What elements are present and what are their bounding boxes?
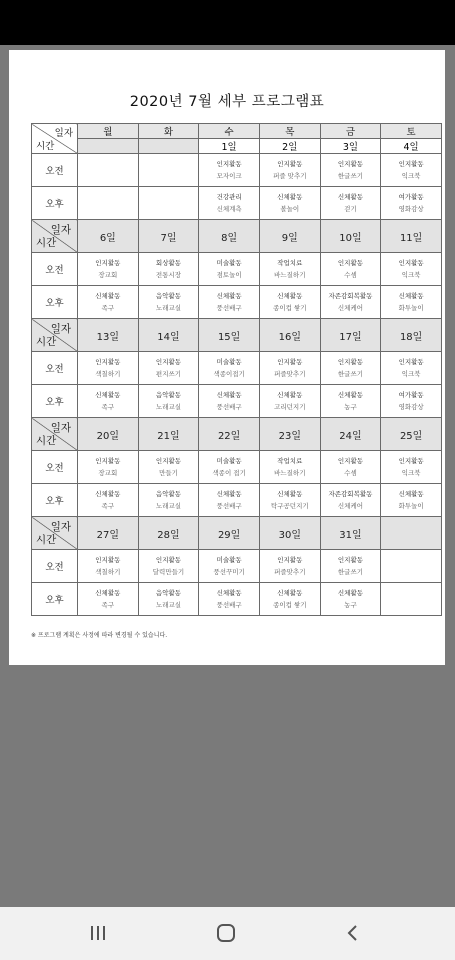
activity-name: 점토놀이 bbox=[216, 271, 242, 279]
activity-cell bbox=[259, 484, 320, 517]
activity-name: 풍선배구 bbox=[216, 304, 242, 312]
activity-name: 익크북 bbox=[401, 271, 421, 279]
activity-name: 족구 bbox=[101, 403, 115, 411]
activity-name: 고리던지기 bbox=[274, 403, 306, 411]
date-cell: 29일 bbox=[199, 517, 260, 550]
day-name-cell: 금 bbox=[320, 124, 381, 139]
activity-cell bbox=[381, 253, 442, 286]
activity-name: 신체케어 bbox=[337, 502, 364, 510]
date-cell: 4일 bbox=[381, 139, 442, 154]
activity-category: 미술활동 bbox=[216, 457, 242, 465]
corner-time-label: 시간 bbox=[36, 141, 55, 152]
morning-row bbox=[32, 253, 442, 286]
activity-cell bbox=[138, 352, 199, 385]
activity-cell bbox=[78, 253, 139, 286]
activity-name: 색종이 접기 bbox=[212, 469, 246, 477]
activity-cell bbox=[138, 385, 199, 418]
activity-cell bbox=[259, 253, 320, 286]
corner-time-label: 시간 bbox=[36, 435, 57, 447]
recents-icon[interactable] bbox=[78, 919, 118, 947]
activity-category: 인지활동 bbox=[337, 358, 364, 366]
activity-category: 회상활동 bbox=[155, 259, 182, 267]
afternoon-label: 오후 bbox=[32, 484, 78, 517]
day-header-row bbox=[32, 124, 442, 139]
activity-cell bbox=[259, 187, 320, 220]
corner-date-label: 일자 bbox=[50, 422, 71, 434]
morning-label: 오전 bbox=[32, 253, 78, 286]
morning-row bbox=[32, 451, 442, 484]
activity-category: 작업치료 bbox=[277, 259, 303, 267]
activity-cell bbox=[259, 154, 320, 187]
activity-cell bbox=[320, 253, 381, 286]
activity-category: 신체활동 bbox=[95, 589, 121, 597]
corner-header bbox=[32, 124, 78, 154]
activity-name: 걷기 bbox=[344, 205, 357, 213]
afternoon-label: 오후 bbox=[32, 385, 78, 418]
date-cell: 21일 bbox=[138, 418, 199, 451]
activity-category: 신체활동 bbox=[216, 490, 242, 498]
activity-category: 미술활동 bbox=[216, 259, 242, 267]
activity-name: 모자이크 bbox=[216, 172, 242, 180]
activity-category: 음악활동 bbox=[155, 589, 182, 597]
activity-cell bbox=[320, 451, 381, 484]
activity-cell bbox=[199, 352, 260, 385]
activity-name: 노래교실 bbox=[155, 601, 182, 609]
activity-category: 인지활동 bbox=[216, 160, 242, 168]
activity-category: 인지활동 bbox=[155, 457, 182, 465]
activity-cell bbox=[381, 583, 442, 616]
activity-category: 인지활동 bbox=[155, 358, 182, 366]
activity-name: 종이컵 쌓기 bbox=[273, 601, 307, 609]
activity-cell bbox=[138, 286, 199, 319]
activity-cell bbox=[320, 352, 381, 385]
activity-category: 신체활동 bbox=[398, 490, 424, 498]
activity-name: 족구 bbox=[101, 304, 115, 312]
corner-time-label: 시간 bbox=[36, 534, 57, 546]
activity-category: 인지활동 bbox=[155, 556, 182, 564]
date-cell: 1일 bbox=[199, 139, 260, 154]
activity-category: 인지활동 bbox=[95, 556, 121, 564]
activity-category: 신체활동 bbox=[216, 292, 242, 300]
morning-label: 오전 bbox=[32, 451, 78, 484]
activity-cell bbox=[199, 385, 260, 418]
afternoon-label: 오후 bbox=[32, 286, 78, 319]
home-icon[interactable] bbox=[206, 919, 246, 947]
document-page bbox=[9, 50, 445, 665]
activity-cell bbox=[199, 583, 260, 616]
activity-cell bbox=[259, 352, 320, 385]
activity-cell bbox=[259, 385, 320, 418]
date-cell: 8일 bbox=[199, 220, 260, 253]
activity-name: 풍선배구 bbox=[216, 502, 242, 510]
activity-cell bbox=[138, 154, 199, 187]
afternoon-row bbox=[32, 187, 442, 220]
activity-name: 장교회 bbox=[98, 469, 118, 477]
activity-cell bbox=[320, 385, 381, 418]
activity-name: 익크북 bbox=[401, 370, 421, 378]
activity-name: 익크북 bbox=[401, 172, 421, 180]
page-title: 2020년 7월 세부 프로그램표 bbox=[129, 94, 325, 110]
activity-category: 음악활동 bbox=[155, 391, 182, 399]
activity-cell bbox=[199, 484, 260, 517]
date-cell: 15일 bbox=[199, 319, 260, 352]
date-cell: 18일 bbox=[381, 319, 442, 352]
date-cell: 24일 bbox=[320, 418, 381, 451]
activity-cell bbox=[199, 253, 260, 286]
activity-category: 신체활동 bbox=[216, 391, 242, 399]
activity-name: 만들기 bbox=[159, 469, 178, 477]
date-cell: 28일 bbox=[138, 517, 199, 550]
activity-cell bbox=[381, 484, 442, 517]
activity-category: 자존감회복활동 bbox=[328, 490, 373, 498]
status-bar bbox=[0, 0, 455, 45]
activity-name: 노래교실 bbox=[155, 502, 182, 510]
activity-category: 인지활동 bbox=[337, 457, 364, 465]
activity-name: 퍼즐맞추기 bbox=[274, 370, 306, 378]
activity-category: 신체활동 bbox=[216, 589, 242, 597]
activity-name: 수셈 bbox=[344, 469, 357, 477]
activity-cell bbox=[259, 286, 320, 319]
activity-cell bbox=[320, 484, 381, 517]
activity-cell bbox=[320, 583, 381, 616]
activity-cell bbox=[78, 550, 139, 583]
afternoon-row bbox=[32, 583, 442, 616]
date-cell: 6일 bbox=[78, 220, 139, 253]
activity-cell bbox=[199, 154, 260, 187]
afternoon-row bbox=[32, 484, 442, 517]
day-name-cell: 목 bbox=[259, 124, 320, 139]
activity-cell bbox=[78, 187, 139, 220]
activity-name: 종이컵 쌓기 bbox=[273, 304, 307, 312]
date-cell bbox=[78, 139, 139, 154]
date-cell: 31일 bbox=[320, 517, 381, 550]
date-row bbox=[32, 139, 442, 154]
activity-name: 색종이접기 bbox=[213, 370, 245, 378]
date-cell: 30일 bbox=[259, 517, 320, 550]
date-cell: 14일 bbox=[138, 319, 199, 352]
activity-name: 농구 bbox=[344, 601, 357, 609]
date-row bbox=[32, 220, 442, 253]
activity-name: 전통시장 bbox=[155, 271, 182, 279]
activity-name: 노래교실 bbox=[155, 403, 182, 411]
day-name-cell: 월 bbox=[78, 124, 139, 139]
activity-category: 인지활동 bbox=[337, 160, 364, 168]
corner-header bbox=[32, 517, 78, 550]
day-name-cell: 수 bbox=[199, 124, 260, 139]
activity-name: 영화감상 bbox=[398, 403, 424, 411]
morning-label: 오전 bbox=[32, 154, 78, 187]
activity-name: 화투놀이 bbox=[398, 502, 424, 510]
date-cell: 3일 bbox=[320, 139, 381, 154]
activity-category: 인지활동 bbox=[95, 358, 121, 366]
date-cell: 9일 bbox=[259, 220, 320, 253]
activity-category: 인지활동 bbox=[337, 259, 364, 267]
activity-category: 신체활동 bbox=[337, 589, 364, 597]
activity-cell bbox=[381, 451, 442, 484]
activity-name: 풍선배구 bbox=[216, 601, 242, 609]
activity-cell bbox=[199, 451, 260, 484]
activity-name: 영화감상 bbox=[398, 205, 424, 213]
activity-cell bbox=[78, 451, 139, 484]
corner-header bbox=[32, 418, 78, 451]
afternoon-label: 오후 bbox=[32, 583, 78, 616]
activity-name: 한글쓰기 bbox=[337, 370, 364, 378]
activity-category: 인지활동 bbox=[337, 556, 364, 564]
schedule-table bbox=[31, 123, 442, 616]
date-cell: 11일 bbox=[381, 220, 442, 253]
activity-cell bbox=[78, 286, 139, 319]
activity-category: 인지활동 bbox=[398, 457, 424, 465]
activity-name: 풍선꾸미기 bbox=[213, 568, 245, 576]
activity-category: 신체활동 bbox=[337, 391, 364, 399]
corner-date-label: 일자 bbox=[50, 224, 71, 236]
activity-cell bbox=[138, 253, 199, 286]
activity-cell bbox=[381, 385, 442, 418]
activity-cell bbox=[78, 385, 139, 418]
date-cell bbox=[138, 139, 199, 154]
activity-category: 미술활동 bbox=[216, 556, 242, 564]
activity-cell bbox=[138, 550, 199, 583]
activity-name: 탁구공던지기 bbox=[270, 502, 309, 510]
activity-category: 자존감회복활동 bbox=[328, 292, 373, 300]
activity-category: 인지활동 bbox=[95, 457, 121, 465]
activity-name: 퍼즐 맞추기 bbox=[273, 172, 307, 180]
date-cell: 7일 bbox=[138, 220, 199, 253]
activity-name: 바느질하기 bbox=[274, 271, 306, 279]
date-cell: 2일 bbox=[259, 139, 320, 154]
activity-category: 신체활동 bbox=[277, 589, 303, 597]
activity-category: 인지활동 bbox=[398, 358, 424, 366]
activity-category: 음악활동 bbox=[155, 490, 182, 498]
activity-name: 족구 bbox=[101, 601, 115, 609]
activity-category: 인지활동 bbox=[277, 358, 303, 366]
morning-row bbox=[32, 154, 442, 187]
activity-category: 신체활동 bbox=[277, 292, 303, 300]
corner-date-label: 일자 bbox=[54, 128, 73, 139]
activity-cell bbox=[381, 286, 442, 319]
date-row bbox=[32, 319, 442, 352]
activity-name: 농구 bbox=[344, 403, 357, 411]
activity-cell bbox=[199, 286, 260, 319]
date-cell: 16일 bbox=[259, 319, 320, 352]
activity-category: 신체활동 bbox=[277, 490, 303, 498]
date-cell: 20일 bbox=[78, 418, 139, 451]
activity-name: 익크북 bbox=[401, 469, 421, 477]
afternoon-row bbox=[32, 385, 442, 418]
corner-date-label: 일자 bbox=[50, 323, 71, 335]
activity-cell bbox=[381, 154, 442, 187]
activity-cell bbox=[78, 583, 139, 616]
activity-cell bbox=[78, 484, 139, 517]
navigation-bar bbox=[0, 907, 455, 960]
afternoon-row bbox=[32, 286, 442, 319]
activity-cell bbox=[138, 583, 199, 616]
activity-category: 여가활동 bbox=[398, 193, 424, 201]
activity-category: 신체활동 bbox=[95, 292, 121, 300]
morning-row bbox=[32, 550, 442, 583]
morning-label: 오전 bbox=[32, 550, 78, 583]
activity-name: 색칠하기 bbox=[95, 370, 121, 378]
day-name-cell: 화 bbox=[138, 124, 199, 139]
activity-name: 풍선배구 bbox=[216, 403, 242, 411]
activity-cell bbox=[381, 352, 442, 385]
date-cell: 27일 bbox=[78, 517, 139, 550]
corner-time-label: 시간 bbox=[36, 336, 57, 348]
activity-cell bbox=[320, 286, 381, 319]
activity-name: 달력만들기 bbox=[152, 568, 185, 576]
activity-category: 신체활동 bbox=[95, 490, 121, 498]
activity-category: 인지활동 bbox=[95, 259, 121, 267]
corner-date-label: 일자 bbox=[50, 521, 71, 533]
date-cell: 10일 bbox=[320, 220, 381, 253]
date-cell: 17일 bbox=[320, 319, 381, 352]
activity-category: 건강관리 bbox=[216, 193, 242, 201]
activity-name: 장교회 bbox=[98, 271, 118, 279]
activity-category: 인지활동 bbox=[398, 259, 424, 267]
date-cell: 23일 bbox=[259, 418, 320, 451]
activity-name: 편지쓰기 bbox=[155, 370, 182, 378]
activity-cell bbox=[199, 550, 260, 583]
afternoon-label: 오후 bbox=[32, 187, 78, 220]
activity-cell bbox=[320, 187, 381, 220]
activity-name: 볼놀이 bbox=[280, 205, 300, 213]
activity-name: 퍼즐맞추기 bbox=[274, 568, 306, 576]
activity-name: 신체케어 bbox=[337, 304, 364, 312]
morning-label: 오전 bbox=[32, 352, 78, 385]
activity-category: 미술활동 bbox=[216, 358, 242, 366]
activity-name: 족구 bbox=[101, 502, 115, 510]
activity-name: 색칠하기 bbox=[95, 568, 121, 576]
date-cell: 25일 bbox=[381, 418, 442, 451]
activity-cell bbox=[138, 451, 199, 484]
activity-name: 신체계측 bbox=[216, 205, 242, 213]
activity-cell bbox=[138, 484, 199, 517]
date-cell: 22일 bbox=[199, 418, 260, 451]
activity-name: 화투놀이 bbox=[398, 304, 424, 312]
date-cell bbox=[381, 517, 442, 550]
activity-name: 한글쓰기 bbox=[337, 568, 364, 576]
activity-category: 신체활동 bbox=[277, 391, 303, 399]
activity-cell bbox=[78, 154, 139, 187]
activity-name: 수셈 bbox=[344, 271, 357, 279]
activity-name: 한글쓰기 bbox=[337, 172, 364, 180]
activity-name: 바느질하기 bbox=[274, 469, 306, 477]
activity-cell bbox=[259, 550, 320, 583]
activity-category: 여가활동 bbox=[398, 391, 424, 399]
corner-time-label: 시간 bbox=[36, 237, 57, 249]
activity-cell bbox=[381, 187, 442, 220]
morning-row bbox=[32, 352, 442, 385]
activity-cell bbox=[320, 550, 381, 583]
activity-name: 노래교실 bbox=[155, 304, 182, 312]
activity-cell bbox=[320, 154, 381, 187]
footnote: ※ 프로그램 계획은 사정에 따라 변경될 수 있습니다. bbox=[31, 632, 168, 639]
activity-category: 신체활동 bbox=[95, 391, 121, 399]
activity-category: 신체활동 bbox=[398, 292, 424, 300]
date-row bbox=[32, 517, 442, 550]
activity-cell bbox=[259, 583, 320, 616]
corner-header bbox=[32, 319, 78, 352]
day-name-cell: 토 bbox=[381, 124, 442, 139]
activity-category: 신체활동 bbox=[277, 193, 303, 201]
date-cell: 13일 bbox=[78, 319, 139, 352]
date-row bbox=[32, 418, 442, 451]
activity-cell bbox=[138, 187, 199, 220]
activity-category: 인지활동 bbox=[398, 160, 424, 168]
activity-category: 인지활동 bbox=[277, 556, 303, 564]
corner-header bbox=[32, 220, 78, 253]
activity-category: 작업치료 bbox=[277, 457, 303, 465]
back-icon[interactable] bbox=[333, 919, 373, 947]
activity-cell bbox=[199, 187, 260, 220]
activity-category: 음악활동 bbox=[155, 292, 182, 300]
activity-cell bbox=[78, 352, 139, 385]
activity-cell bbox=[259, 451, 320, 484]
activity-category: 신체활동 bbox=[337, 193, 364, 201]
activity-cell bbox=[381, 550, 442, 583]
activity-category: 인지활동 bbox=[277, 160, 303, 168]
